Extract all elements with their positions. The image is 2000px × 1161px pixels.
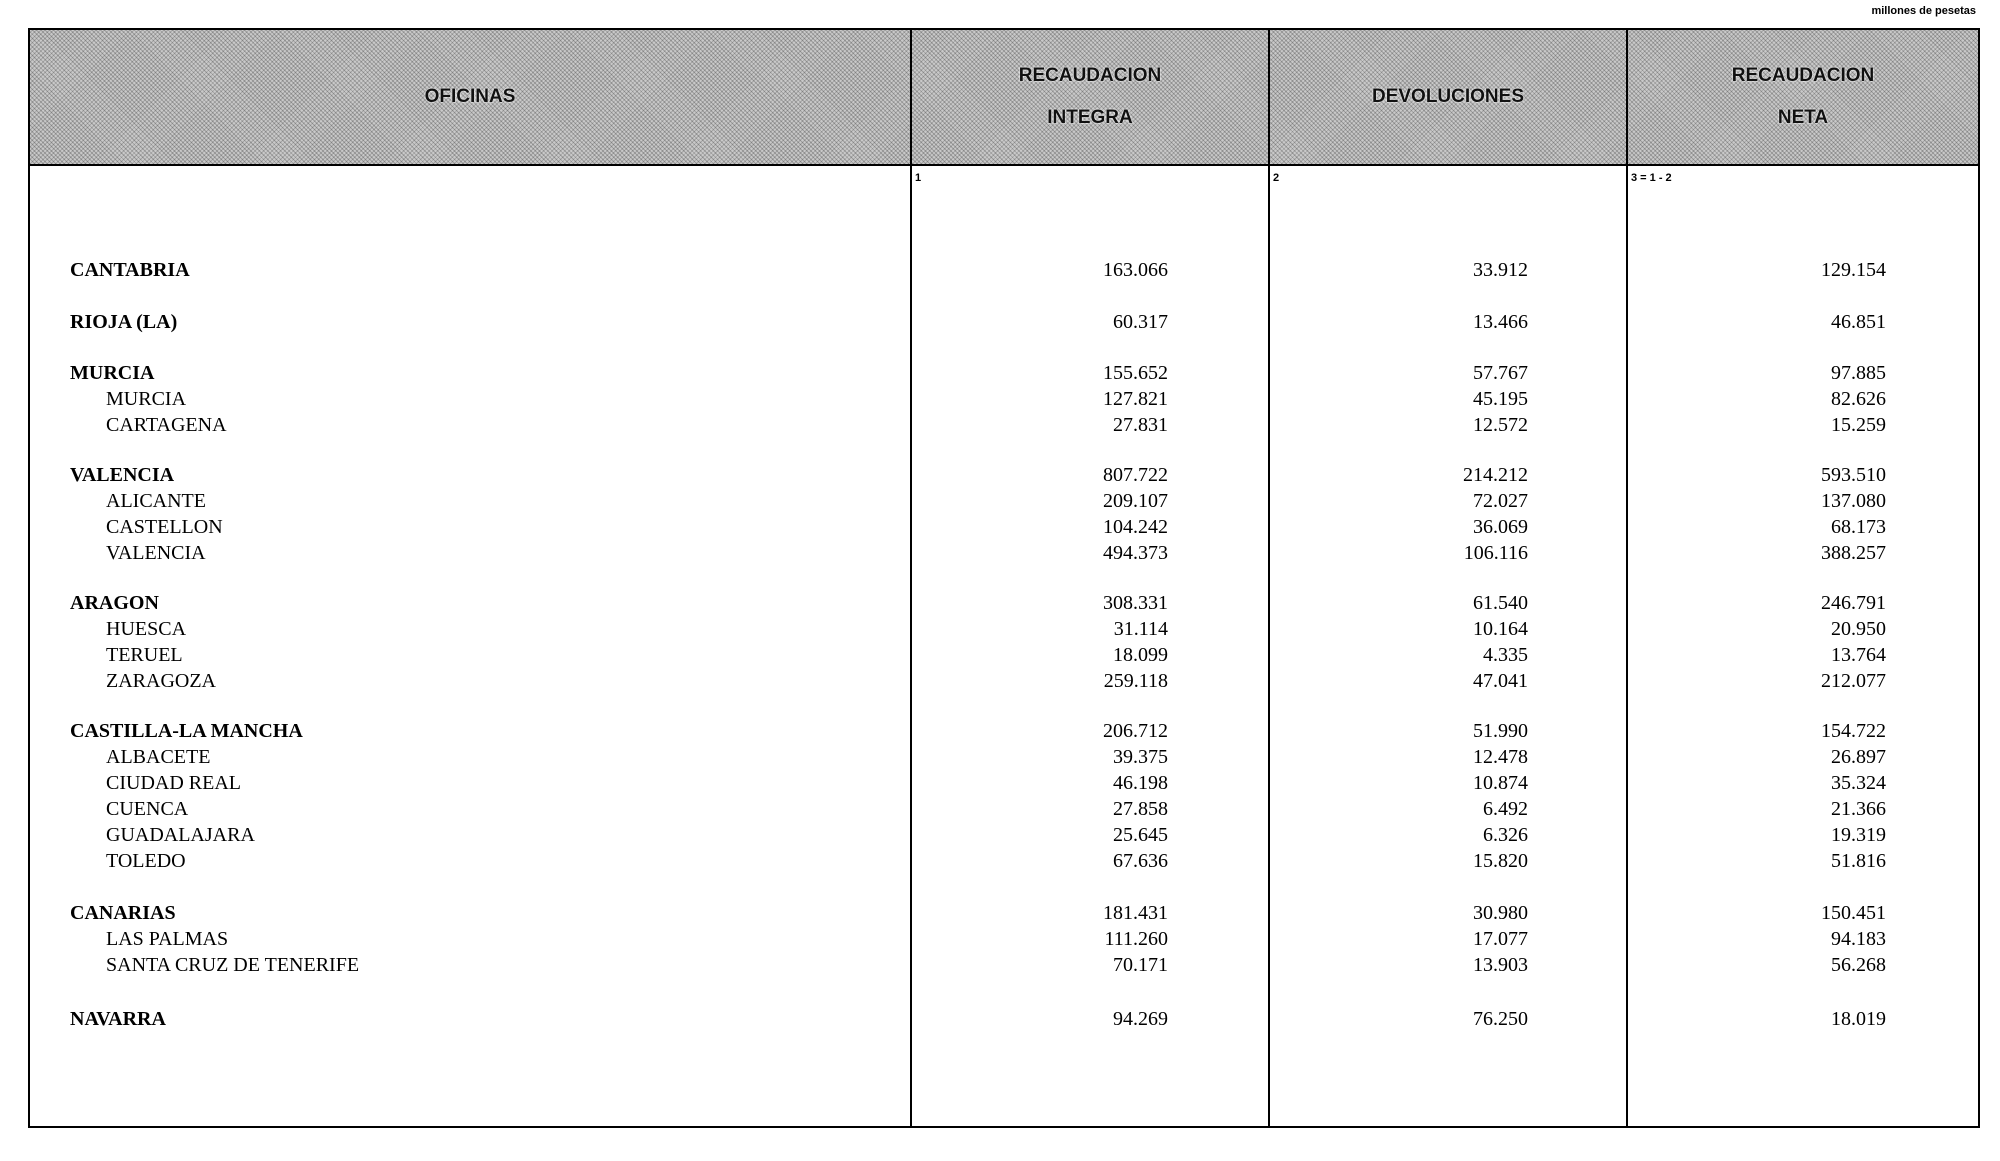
table-row (30, 462, 1978, 488)
office-name: HUESCA (106, 618, 187, 640)
devoluciones-value: 76.250 (1473, 1008, 1528, 1030)
header-col2-label: DEVOLUCIONES (1371, 86, 1525, 107)
devoluciones-value: 4.335 (1483, 644, 1528, 666)
table-row (30, 590, 1978, 616)
recaudacion-neta-value: 35.324 (1831, 772, 1886, 794)
table-row (30, 642, 1978, 668)
recaudacion-integra-value: 181.431 (1103, 902, 1168, 924)
devoluciones-value: 10.164 (1473, 618, 1528, 640)
recaudacion-neta-value: 137.080 (1821, 490, 1886, 512)
recaudacion-integra-value: 494.373 (1103, 542, 1168, 564)
header-recaudacion-integra (912, 30, 1268, 164)
office-name: TERUEL (106, 644, 183, 666)
table-row (30, 770, 1978, 796)
recaudacion-neta-value: 388.257 (1821, 542, 1886, 564)
recaudacion-integra-value: 209.107 (1103, 490, 1168, 512)
recaudacion-integra-value: 94.269 (1113, 1008, 1168, 1030)
devoluciones-value: 10.874 (1473, 772, 1528, 794)
devoluciones-value: 61.540 (1473, 592, 1528, 614)
devoluciones-value: 57.767 (1473, 362, 1528, 384)
table-row (30, 616, 1978, 642)
recaudacion-integra-value: 206.712 (1103, 720, 1168, 742)
recaudacion-integra-value: 31.114 (1113, 618, 1168, 640)
header-recaudacion-neta (1628, 30, 1978, 164)
office-name: VALENCIA (106, 542, 206, 564)
office-name: CARTAGENA (106, 414, 227, 436)
recaudacion-integra-value: 67.636 (1113, 850, 1168, 872)
devoluciones-value: 12.572 (1473, 414, 1528, 436)
units-label: millones de pesetas (1871, 5, 1976, 17)
office-name: VALENCIA (70, 464, 175, 486)
recaudacion-neta-value: 129.154 (1821, 259, 1886, 281)
recaudacion-integra-value: 259.118 (1103, 670, 1168, 692)
recaudacion-neta-value: 593.510 (1821, 464, 1886, 486)
devoluciones-value: 214.212 (1463, 464, 1528, 486)
column-number-2: 2 (1273, 172, 1280, 184)
recaudacion-integra-value: 27.858 (1113, 798, 1168, 820)
recaudacion-neta-value: 68.173 (1831, 516, 1886, 538)
recaudacion-neta-value: 13.764 (1831, 644, 1886, 666)
table-row (30, 1006, 1978, 1032)
recaudacion-integra-value: 46.198 (1113, 772, 1168, 794)
recaudacion-integra-value: 18.099 (1113, 644, 1168, 666)
recaudacion-neta-value: 154.722 (1821, 720, 1886, 742)
office-name: LAS PALMAS (106, 928, 229, 950)
devoluciones-value: 12.478 (1473, 746, 1528, 768)
recaudacion-neta-value: 212.077 (1821, 670, 1886, 692)
recaudacion-neta-value: 18.019 (1831, 1008, 1886, 1030)
office-name: CANARIAS (70, 902, 176, 924)
table-row (30, 514, 1978, 540)
header-col1-line2: INTEGRA (1047, 107, 1133, 128)
recaudacion-integra-value: 163.066 (1103, 259, 1168, 281)
table-row (30, 488, 1978, 514)
devoluciones-value: 51.990 (1473, 720, 1528, 742)
table-row (30, 952, 1978, 978)
devoluciones-value: 17.077 (1473, 928, 1528, 950)
table-row (30, 540, 1978, 566)
recaudacion-neta-value: 150.451 (1821, 902, 1886, 924)
devoluciones-value: 30.980 (1473, 902, 1528, 924)
header-col3-line2: NETA (1777, 107, 1829, 128)
recaudacion-neta-value: 82.626 (1831, 388, 1886, 410)
table-row (30, 309, 1978, 335)
devoluciones-value: 13.466 (1473, 311, 1528, 333)
header-oficinas (30, 30, 910, 164)
office-name: ZARAGOZA (106, 670, 216, 692)
header-col1-line1: RECAUDACION (1018, 65, 1162, 86)
recaudacion-neta-value: 46.851 (1831, 311, 1886, 333)
table-row (30, 718, 1978, 744)
office-name: ALBACETE (106, 746, 211, 768)
recaudacion-integra-value: 39.375 (1113, 746, 1168, 768)
office-name: SANTA CRUZ DE TENERIFE (106, 954, 360, 976)
devoluciones-value: 45.195 (1473, 388, 1528, 410)
office-name: CASTELLON (106, 516, 223, 538)
recaudacion-integra-value: 155.652 (1103, 362, 1168, 384)
recaudacion-neta-value: 19.319 (1831, 824, 1886, 846)
devoluciones-value: 6.326 (1483, 824, 1528, 846)
recaudacion-integra-value: 104.242 (1103, 516, 1168, 538)
recaudacion-neta-value: 56.268 (1831, 954, 1886, 976)
table-row (30, 257, 1978, 283)
table-row (30, 900, 1978, 926)
table-row (30, 926, 1978, 952)
office-name: ALICANTE (106, 490, 206, 512)
column-number-1: 1 (915, 172, 922, 184)
office-name: ARAGON (70, 592, 159, 614)
recaudacion-neta-value: 51.816 (1831, 850, 1886, 872)
office-name: MURCIA (70, 362, 155, 384)
devoluciones-value: 72.027 (1473, 490, 1528, 512)
table-row (30, 744, 1978, 770)
recaudacion-integra-value: 807.722 (1103, 464, 1168, 486)
office-name: MURCIA (106, 388, 187, 410)
header-oficinas-label: OFICINAS (424, 86, 516, 107)
table-row (30, 822, 1978, 848)
header-devoluciones (1270, 30, 1626, 164)
recaudacion-neta-value: 21.366 (1831, 798, 1886, 820)
table-row (30, 360, 1978, 386)
recaudacion-integra-value: 127.821 (1103, 388, 1168, 410)
recaudacion-neta-value: 26.897 (1831, 746, 1886, 768)
recaudacion-neta-value: 20.950 (1831, 618, 1886, 640)
office-name: TOLEDO (106, 850, 186, 872)
recaudacion-integra-value: 60.317 (1113, 311, 1168, 333)
devoluciones-value: 15.820 (1473, 850, 1528, 872)
header-col3-line1: RECAUDACION (1731, 65, 1875, 86)
recaudacion-neta-value: 246.791 (1821, 592, 1886, 614)
office-name: CIUDAD REAL (106, 772, 241, 794)
table-row (30, 386, 1978, 412)
recaudacion-neta-value: 15.259 (1831, 414, 1886, 436)
table-row (30, 796, 1978, 822)
recaudacion-integra-value: 27.831 (1113, 414, 1168, 436)
table-row (30, 412, 1978, 438)
recaudacion-neta-value: 97.885 (1831, 362, 1886, 384)
table-header (30, 30, 1978, 166)
office-name: RIOJA (LA) (70, 311, 178, 333)
recaudacion-integra-value: 308.331 (1103, 592, 1168, 614)
table-row (30, 668, 1978, 694)
devoluciones-value: 36.069 (1473, 516, 1528, 538)
devoluciones-value: 106.116 (1463, 542, 1528, 564)
office-name: CASTILLA-LA MANCHA (70, 720, 303, 742)
recaudacion-neta-value: 94.183 (1831, 928, 1886, 950)
devoluciones-value: 33.912 (1473, 259, 1528, 281)
devoluciones-value: 47.041 (1473, 670, 1528, 692)
devoluciones-value: 13.903 (1473, 954, 1528, 976)
recaudacion-integra-value: 70.171 (1113, 954, 1168, 976)
column-number-3: 3 = 1 - 2 (1631, 172, 1672, 184)
office-name: CUENCA (106, 798, 189, 820)
office-name: CANTABRIA (70, 259, 190, 281)
devoluciones-value: 6.492 (1483, 798, 1528, 820)
recaudacion-integra-value: 25.645 (1113, 824, 1168, 846)
data-table (28, 28, 1980, 1128)
office-name: NAVARRA (70, 1008, 166, 1030)
office-name: GUADALAJARA (106, 824, 255, 846)
recaudacion-integra-value: 111.260 (1104, 928, 1168, 950)
table-row (30, 848, 1978, 874)
